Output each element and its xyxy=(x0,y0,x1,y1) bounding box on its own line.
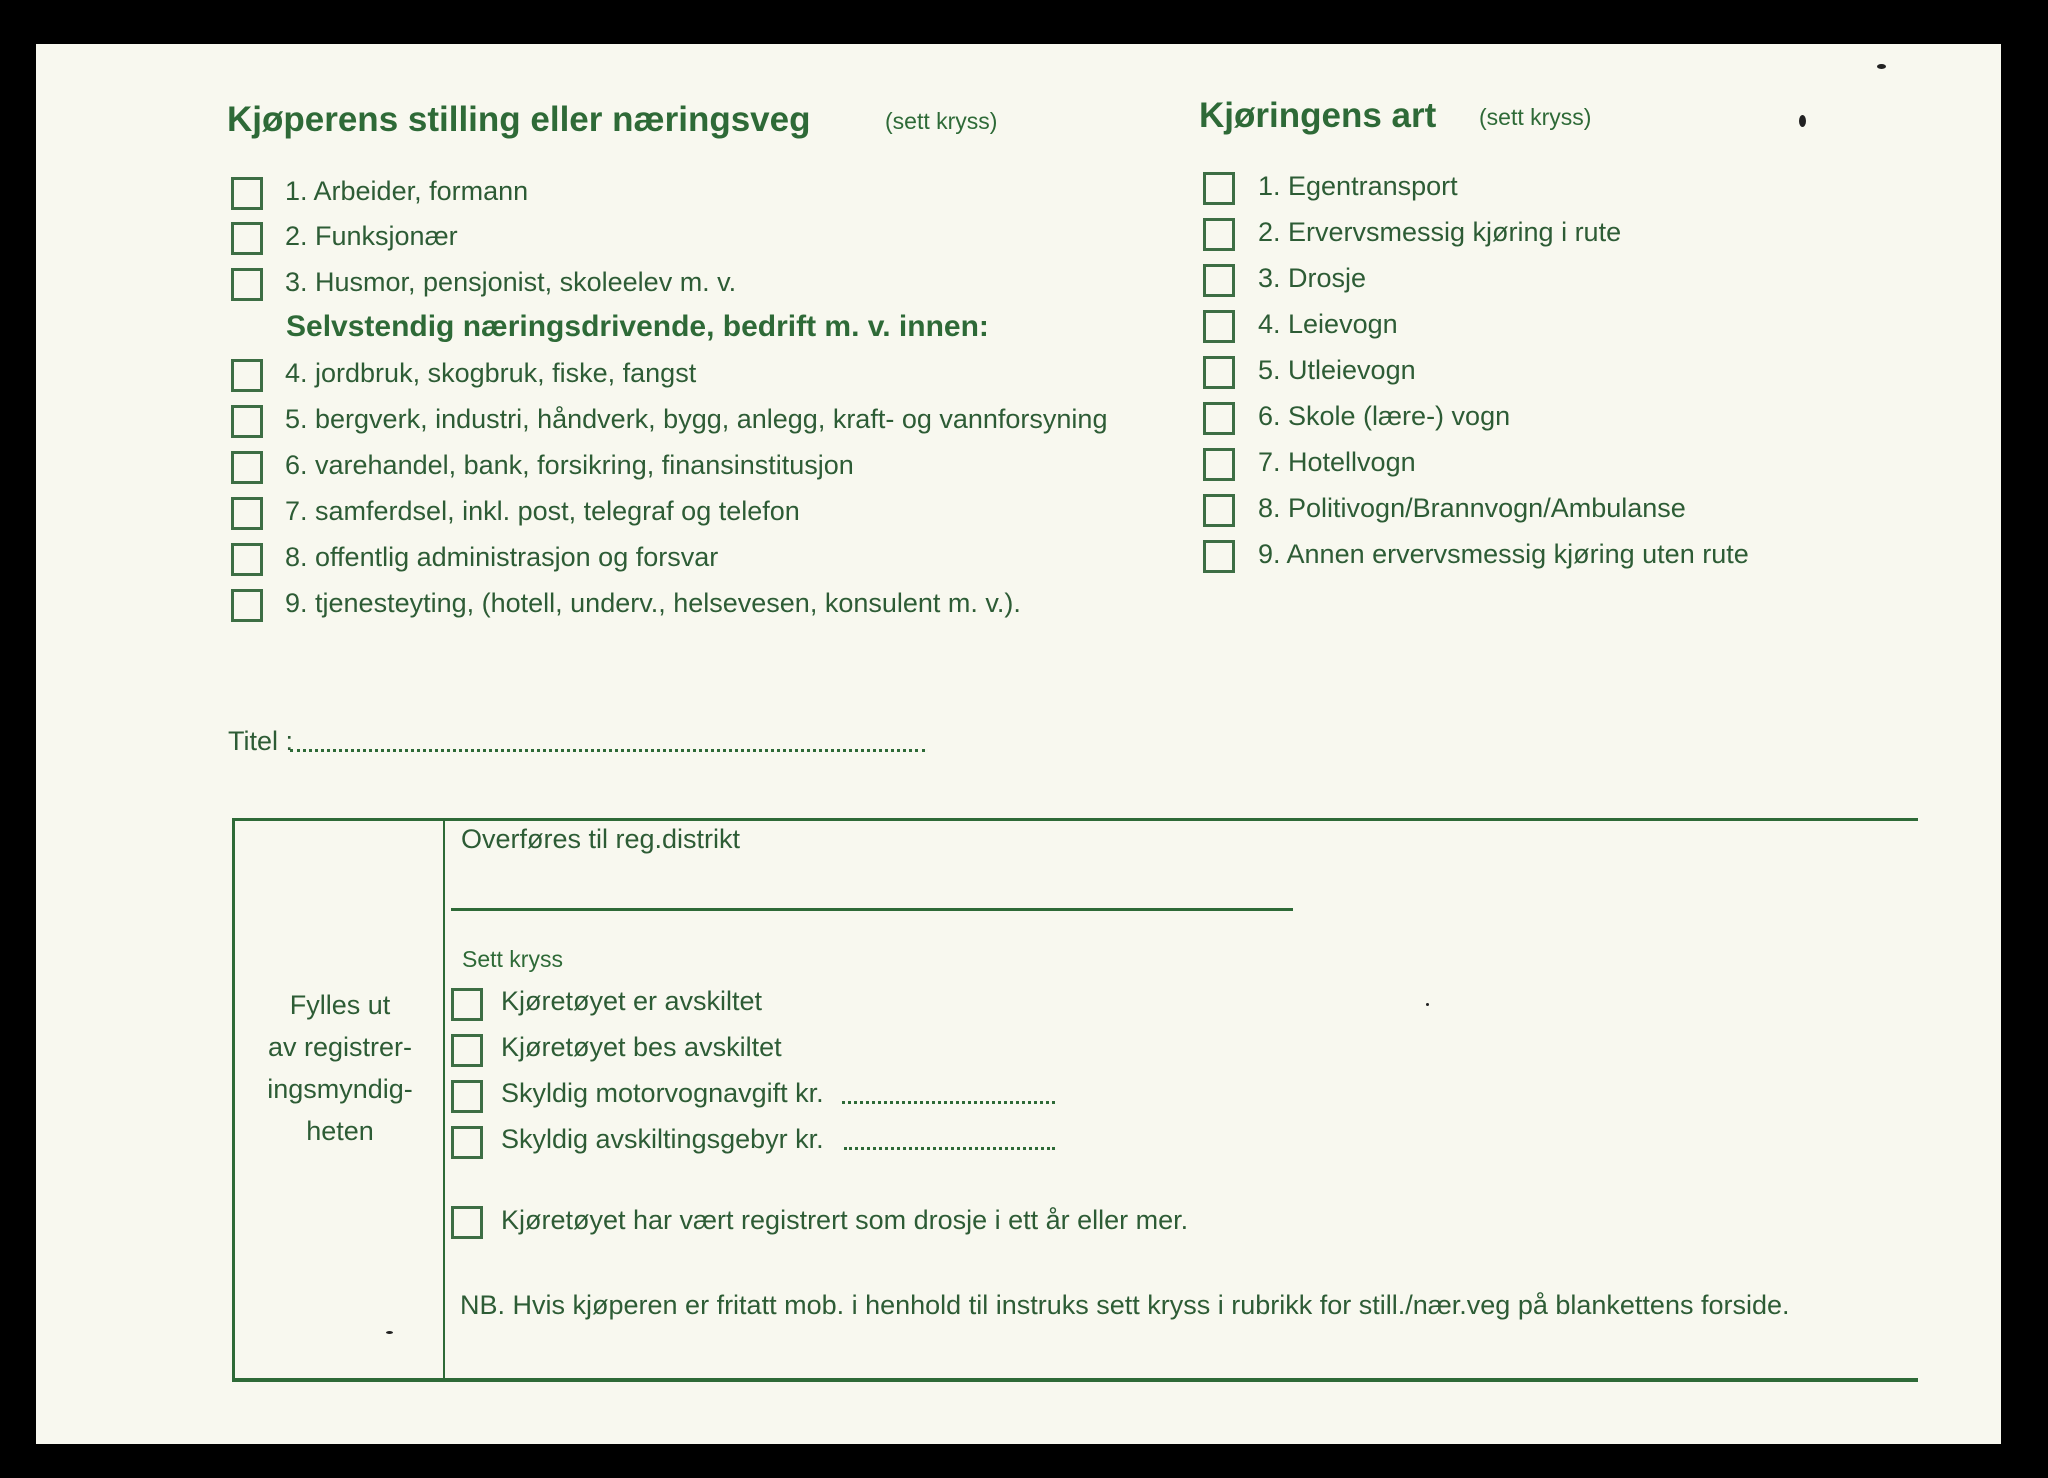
subheading-selvstendig: Selvstendig næringsdrivende, bedrift m. v. innen: xyxy=(286,310,989,343)
option-label: Skyldig avskiltingsgebyr kr. xyxy=(501,1124,824,1154)
checkbox-husmor[interactable] xyxy=(231,268,263,301)
checkbox-avskiltingsgebyr[interactable] xyxy=(451,1126,483,1159)
motorvognavgift-amount-field[interactable] xyxy=(842,1101,1055,1104)
option-label: 5. bergverk, industri, håndverk, bygg, anlegg, kraft- og vannforsyning xyxy=(285,404,1108,434)
checkbox-arbeider[interactable] xyxy=(231,177,263,210)
authority-label-line: av registrer- xyxy=(267,1032,413,1062)
authority-label-line: ingsmyndig- xyxy=(267,1074,413,1104)
box-top-border xyxy=(232,818,1918,821)
checkbox-annen[interactable] xyxy=(1203,540,1235,573)
titel-label: Titel : xyxy=(228,726,294,756)
checkbox-offentlig[interactable] xyxy=(231,543,263,576)
checkbox-drosje-ett-aar[interactable] xyxy=(451,1206,483,1239)
option-label: Kjøretøyet har vært registrert som drosje i ett år eller mer. xyxy=(501,1205,1189,1235)
avskiltingsgebyr-amount-field[interactable] xyxy=(844,1147,1055,1150)
authority-label-line: heten xyxy=(306,1116,374,1146)
checkbox-motorvognavgift[interactable] xyxy=(451,1080,483,1113)
option-label: 8. offentlig administrasjon og forsvar xyxy=(285,542,719,572)
transfer-label: Overføres til reg.distrikt xyxy=(461,824,741,854)
checkbox-egentransport[interactable] xyxy=(1203,172,1235,205)
option-label: Kjøretøyet bes avskiltet xyxy=(501,1032,782,1062)
check-hint: Sett kryss xyxy=(462,946,563,972)
checkbox-bes-avskiltet[interactable] xyxy=(451,1034,483,1067)
option-label: 6. Skole (lære-) vogn xyxy=(1258,401,1511,431)
checkbox-rute[interactable] xyxy=(1203,218,1235,251)
option-label: 7. samferdsel, inkl. post, telegraf og telefon xyxy=(285,496,800,526)
left-section-title: Kjøperens stilling eller næringsveg xyxy=(227,100,811,139)
left-section-hint: (sett kryss) xyxy=(885,108,998,134)
checkbox-leievogn[interactable] xyxy=(1203,310,1235,343)
right-section-title: Kjøringens art xyxy=(1199,96,1437,135)
authority-label-line: Fylles ut xyxy=(289,990,391,1020)
option-label: 3. Drosje xyxy=(1258,263,1367,293)
checkbox-hotellvogn[interactable] xyxy=(1203,448,1235,481)
option-label: 6. varehandel, bank, forsikring, finansinstitusjon xyxy=(285,450,854,480)
checkbox-jordbruk[interactable] xyxy=(231,359,263,392)
option-label: 5. Utleievogn xyxy=(1258,355,1416,385)
option-label: 9. tjenesteyting, (hotell, underv., helsevesen, konsulent m. v.). xyxy=(285,588,1021,618)
option-label: 4. Leievogn xyxy=(1258,309,1398,339)
checkbox-tjenesteyting[interactable] xyxy=(231,589,263,622)
checkbox-drosje[interactable] xyxy=(1203,264,1235,297)
scan-speck xyxy=(1799,115,1806,127)
option-label: 1. Egentransport xyxy=(1258,171,1458,201)
checkbox-skolevogn[interactable] xyxy=(1203,402,1235,435)
titel-field[interactable] xyxy=(290,749,925,752)
box-column-divider xyxy=(443,820,445,1378)
scan-speck xyxy=(1877,64,1886,69)
option-label: Skyldig motorvognavgift kr. xyxy=(501,1078,824,1108)
option-label: 8. Politivogn/Brannvogn/Ambulanse xyxy=(1258,493,1686,523)
right-section-hint: (sett kryss) xyxy=(1479,104,1592,130)
option-label: 2. Ervervsmessig kjøring i rute xyxy=(1258,217,1622,247)
option-label: 7. Hotellvogn xyxy=(1258,447,1416,477)
checkbox-utleievogn[interactable] xyxy=(1203,356,1235,389)
option-label: Kjøretøyet er avskiltet xyxy=(501,986,763,1016)
checkbox-bergverk[interactable] xyxy=(231,405,263,438)
option-label: 9. Annen ervervsmessig kjøring uten rute xyxy=(1258,539,1749,569)
scan-speck xyxy=(386,1331,393,1334)
option-label: 1. Arbeider, formann xyxy=(285,176,529,206)
option-label: 4. jordbruk, skogbruk, fiske, fangst xyxy=(285,358,697,388)
box-bottom-border xyxy=(232,1378,1918,1382)
option-label: 3. Husmor, pensjonist, skoleelev m. v. xyxy=(285,267,737,297)
transfer-district-field[interactable] xyxy=(451,908,1293,911)
checkbox-politivogn[interactable] xyxy=(1203,494,1235,527)
scan-speck xyxy=(1426,1003,1429,1006)
checkbox-funksjonaer[interactable] xyxy=(231,222,263,255)
nb-note: NB. Hvis kjøperen er fritatt mob. i henhold til instruks sett kryss i rubrikk for still./nær.veg på blankettens forside. xyxy=(460,1290,1790,1320)
box-left-border xyxy=(232,818,235,1381)
option-label: 2. Funksjonær xyxy=(285,221,458,251)
checkbox-samferdsel[interactable] xyxy=(231,497,263,530)
checkbox-avskiltet[interactable] xyxy=(451,988,483,1021)
checkbox-varehandel[interactable] xyxy=(231,451,263,484)
